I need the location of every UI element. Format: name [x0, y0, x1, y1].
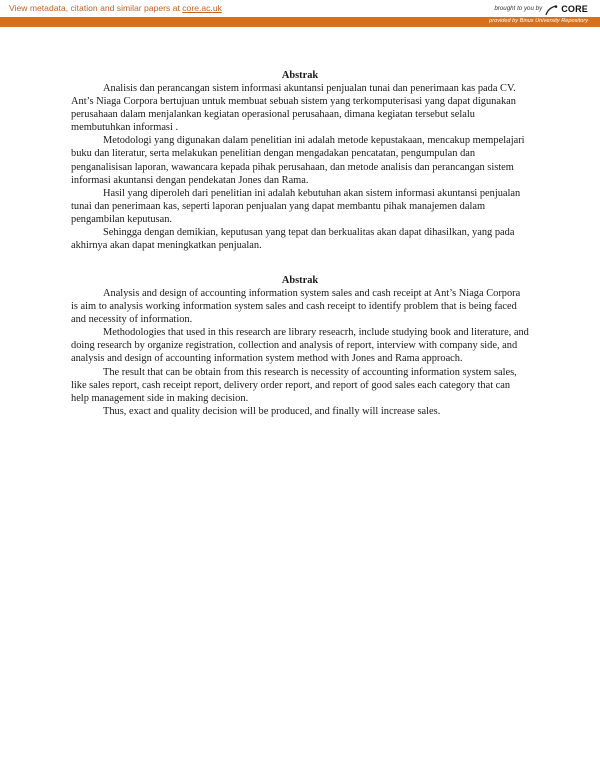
- paragraph: Analysis and design of accounting information system sales and cash receipt at Ant’s Niaga Corpora is aim to analysis working information system sales and cash receipt to identify problem that is being faced and necessity of information.: [71, 288, 521, 326]
- paragraph: Methodologies that used in this research are library reseacrh, include studying book and literature, and doing research by organize registration, collection and analysis of report, interview with company side, and analysis and design of accounting information system method with Jones and Rama approach.: [71, 327, 529, 365]
- core-logo-icon: [545, 3, 558, 14]
- paragraph: Metodologi yang digunakan dalam penelitian ini adalah metode kepustakaan, mencakup mempelajari buku dan literatur, serta melakukan penelitian dengan mengadakan pencatatan, pengumpulan dan penganalisisan laporan, wawancara kepada pihak perusahaan, dan metode analisis dan perancangan sistem informasi akuntansi dengan pendekatan Jones dan Rama.: [71, 135, 525, 186]
- view-metadata-text: View metadata, citation and similar papers at: [9, 3, 183, 13]
- provided-by-text: provided by Binus University Repository: [489, 18, 588, 24]
- paragraph: Analisis dan perancangan sistem informasi akuntansi penjualan tunai dan penerimaan kas pada CV. Ant’s Niaga Corpora bertujuan untuk membuat sebuah sistem yang terkomputerisasi yang dapat digunakan perusahaan dalam menjalankan kegiatan operasional perusahaan, dimana kegiatan tersebut selalu membutuhkan informasi .: [71, 83, 516, 134]
- paragraph: Thus, exact and quality decision will be produced, and finally will increase sales.: [103, 405, 441, 417]
- paragraph: The result that can be obtain from this research is necessity of accounting information system sales, like sales report, cash receipt report, delivery order report, and report of good sales each category that can help management side in making decision.: [71, 366, 517, 404]
- brought-to-you-text: brought to you by: [494, 5, 543, 12]
- view-metadata-link[interactable]: [9, 3, 222, 13]
- abstract-english: [71, 274, 529, 418]
- core-banner: [0, 0, 600, 28]
- abstract-indonesian: [71, 69, 529, 252]
- orange-bar: [0, 17, 600, 27]
- core-ac-uk-link[interactable]: core.ac.uk: [182, 3, 222, 13]
- paragraph: Hasil yang diperoleh dari penelitian ini adalah kebutuhan akan sistem informasi akuntansi penjualan tunai dan penerimaan kas, seperti laporan penjualan yang dapat membantu pihak manajemen dalam pengambilan keputusan.: [71, 187, 521, 225]
- abstract-title: Abstrak: [281, 275, 319, 286]
- brought-to-you-by[interactable]: [494, 3, 588, 14]
- paragraph: Sehingga dengan demikian, keputusan yang tepat dan berkualitas akan dapat dihasilkan, yang pada akhirnya akan dapat meningkatkan penjualan.: [71, 227, 515, 252]
- core-brand: CORE: [561, 3, 588, 14]
- abstract-title: Abstrak: [281, 70, 319, 81]
